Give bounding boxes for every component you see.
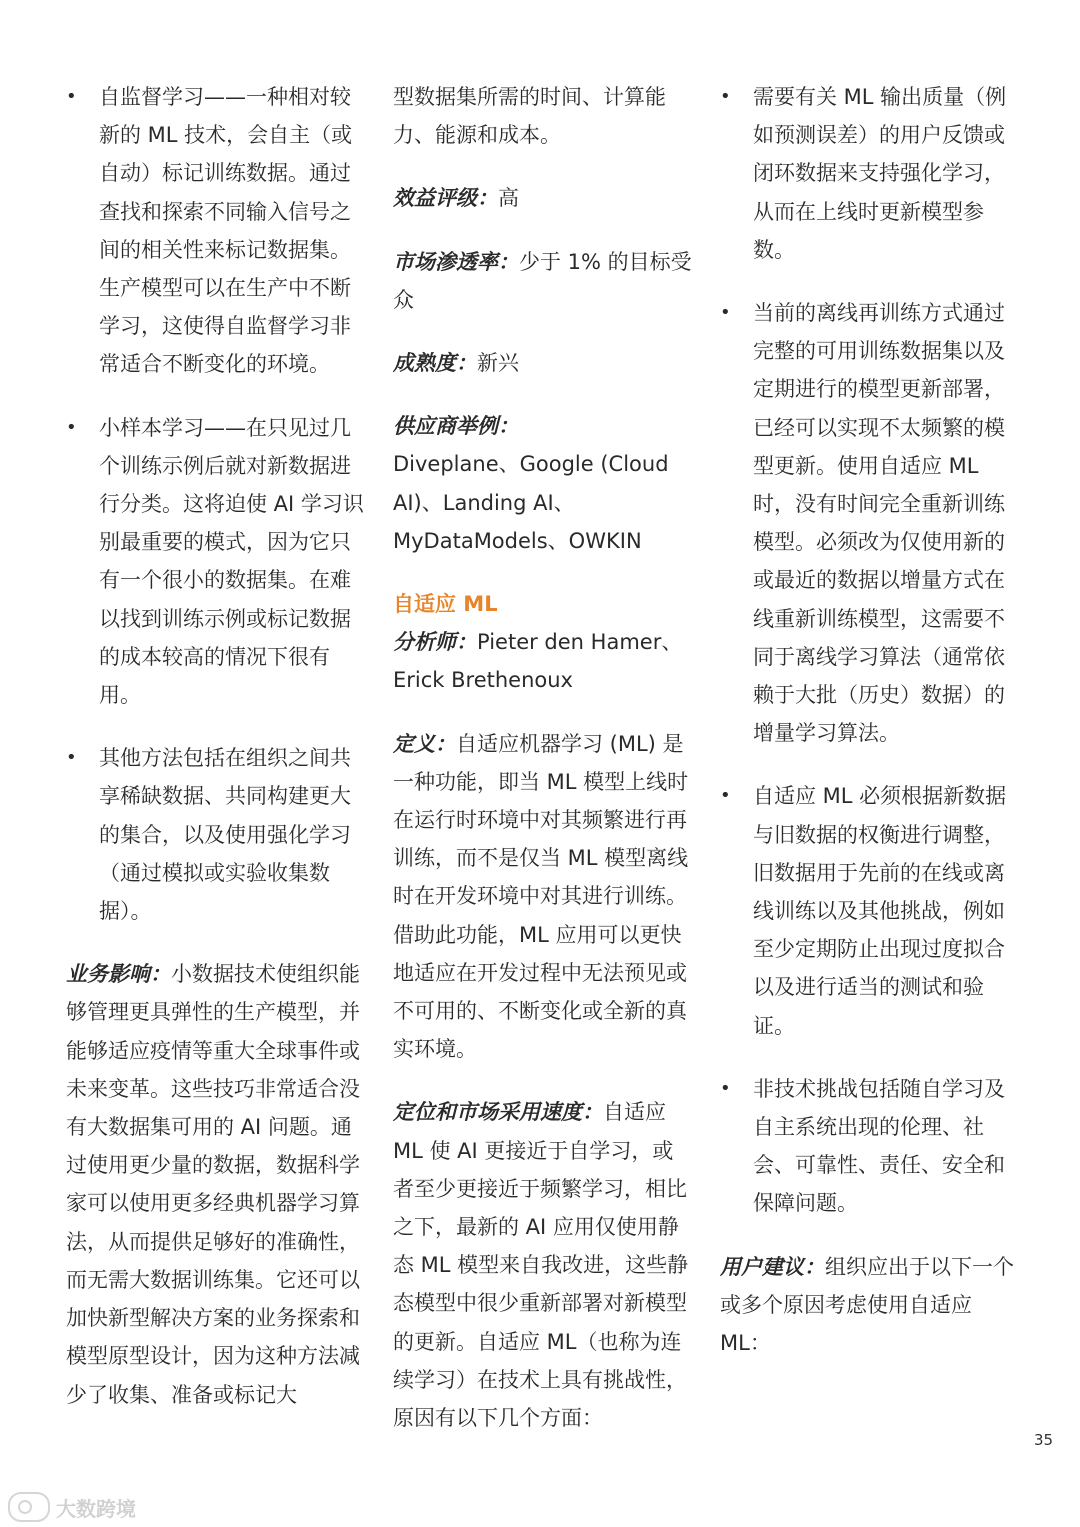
business-impact-label: 业务影响： [66, 962, 171, 987]
user-advice-paragraph [720, 1248, 1020, 1363]
benefit-value: 高 [498, 186, 519, 211]
watermark-text: 大数跨境 [56, 1496, 136, 1521]
user-advice-text: 组织应出于以下一个或多个原因考虑使用自适应 ML： [720, 1254, 1014, 1356]
bullet-self-supervised [66, 78, 366, 384]
maturity-value: 新兴 [477, 351, 519, 376]
definition-label: 定义： [393, 731, 456, 756]
benefit-label: 效益评级： [393, 186, 498, 211]
bullet-text: 非技术挑战包括随自学习及自主系统出现的伦理、社会、可靠性、责任、安全和保障问题。 [753, 1076, 1005, 1216]
analysts-value: Pieter den Hamer、Erick Brethenoux [393, 630, 683, 693]
bullet-marker: • [66, 86, 77, 107]
bullet-text: 当前的离线再训练方式通过完整的可用训练数据集以及定期进行的模型更新部署，已经可以实现不太频繁的模型更新。使用自适应 ML 时，没有时间完全重新训练模型。必须改为仅使用新的或最近的数据以增量方式在线重新训练模型，这需要不同于离线学习算法（通常依赖于大批（历史）数据）的增量学习算法。 [753, 301, 1005, 746]
positioning-paragraph [393, 1093, 693, 1437]
bullet-few-shot [66, 409, 366, 715]
bullet-offline-retraining [720, 294, 1020, 752]
bullet-text: 自监督学习——一种相对较新的 ML 技术，会自主（或自动）标记训练数据。通过查找和探索不同输入信号之间的相关性来标记数据集。生产模型可以在生产中不断学习，这使得自监督学习非常适合不断变化的环境。 [99, 85, 353, 377]
bullet-marker: • [720, 86, 731, 107]
business-impact-text: 小数据技术使组织能够管理更具弹性的生产模型，并能够适应疫情等重大全球事件或未来变革。这些技巧非常适合没有大数据集可用的 AI 问题。通过使用更少量的数据，数据科学家可以使用更多经典机器学习算法，从而提供足够好的准确性，而无需大数据训练集。它还可以加快新型解决方案的业务探索和模型原型设计，因为这种方法减少了收集、准备或标记大 [66, 962, 360, 1407]
maturity [393, 344, 693, 382]
section-title-adaptive-ml: 自适应 ML [393, 592, 498, 617]
maturity-label: 成熟度： [393, 351, 477, 376]
market-value: 少于 1% 的目标受众 [393, 249, 692, 312]
column-1 [66, 78, 366, 1414]
bullet-text: 小样本学习——在只见过几个训练示例后就对新数据进行分类。这将迫使 AI 学习识别最重要的模式，因为它只有一个很小的数据集。在难以找到训练示例或标记数据的成本较高的情况下很有用。 [99, 415, 364, 708]
bullet-other-methods [66, 739, 366, 930]
bullet-feedback [720, 78, 1020, 269]
definition-paragraph [393, 725, 693, 1069]
column-3 [720, 78, 1020, 1362]
positioning-label: 定位和市场采用速度： [393, 1100, 603, 1125]
bullet-marker: • [720, 302, 731, 324]
market-penetration [393, 243, 693, 319]
definition-text: 自适应机器学习 (ML) 是一种功能，即当 ML 模型上线时在运行时环境中对其频繁进行再训练，而不是仅当 ML 模型离线时在开发环境中对其进行训练。借助此功能，ML 应用可以更快地适应在开发过程中无法预见或不可用的、不断变化或全新的真实环境。 [393, 731, 689, 1062]
vendors-label: 供应商举例： [393, 414, 519, 439]
bullet-text: 需要有关 ML 输出质量（例如预测误差）的用户反馈或闭环数据来支持强化学习，从而在上线时更新模型参数。 [753, 85, 1007, 262]
user-advice-label: 用户建议： [720, 1254, 825, 1279]
bullet-marker: • [66, 416, 77, 438]
bullet-nontechnical [720, 1070, 1020, 1223]
bullet-tradeoff [720, 777, 1020, 1044]
analysts-label: 分析师： [393, 630, 477, 655]
bullet-marker: • [66, 747, 77, 769]
bullet-marker: • [720, 785, 731, 807]
market-label: 市场渗透率： [393, 249, 519, 274]
positioning-text: 自适应 ML 使 AI 更接近于自学习，或者至少更接近于频繁学习，相比之下，最新的 AI 应用仅使用静态 ML 模型来自我改进，这些静态模型中很少重新部署对新模型的更新。自适应 ML（也称为连续学习）在技术上具有挑战性，原因有以下几个方面： [393, 1100, 689, 1431]
bullet-marker: • [720, 1077, 731, 1099]
vendors [393, 407, 693, 560]
watermark-logo-icon [8, 1492, 50, 1522]
bullet-text: 其他方法包括在组织之间共享稀缺数据、共同构建更大的集合，以及使用强化学习（通过模拟或实验收集数据）。 [99, 746, 351, 924]
column-2 [393, 78, 693, 1437]
continuation-paragraph: 型数据集所需的时间、计算能力、能源和成本。 [393, 85, 666, 148]
page-number: 35 [1034, 1431, 1054, 1449]
business-impact-paragraph [66, 955, 366, 1413]
vendors-value: Diveplane、Google (Cloud AI)、Landing AI、MyDataModels、OWKIN [393, 452, 669, 553]
bullet-text: 自适应 ML 必须根据新数据与旧数据的权衡进行调整，旧数据用于先前的在线或离线训练以及其他挑战，例如至少定期防止出现过度拟合以及进行适当的测试和验证。 [753, 784, 1007, 1038]
watermark [8, 1490, 136, 1524]
benefit-rating [393, 179, 693, 217]
analysts [393, 623, 693, 699]
